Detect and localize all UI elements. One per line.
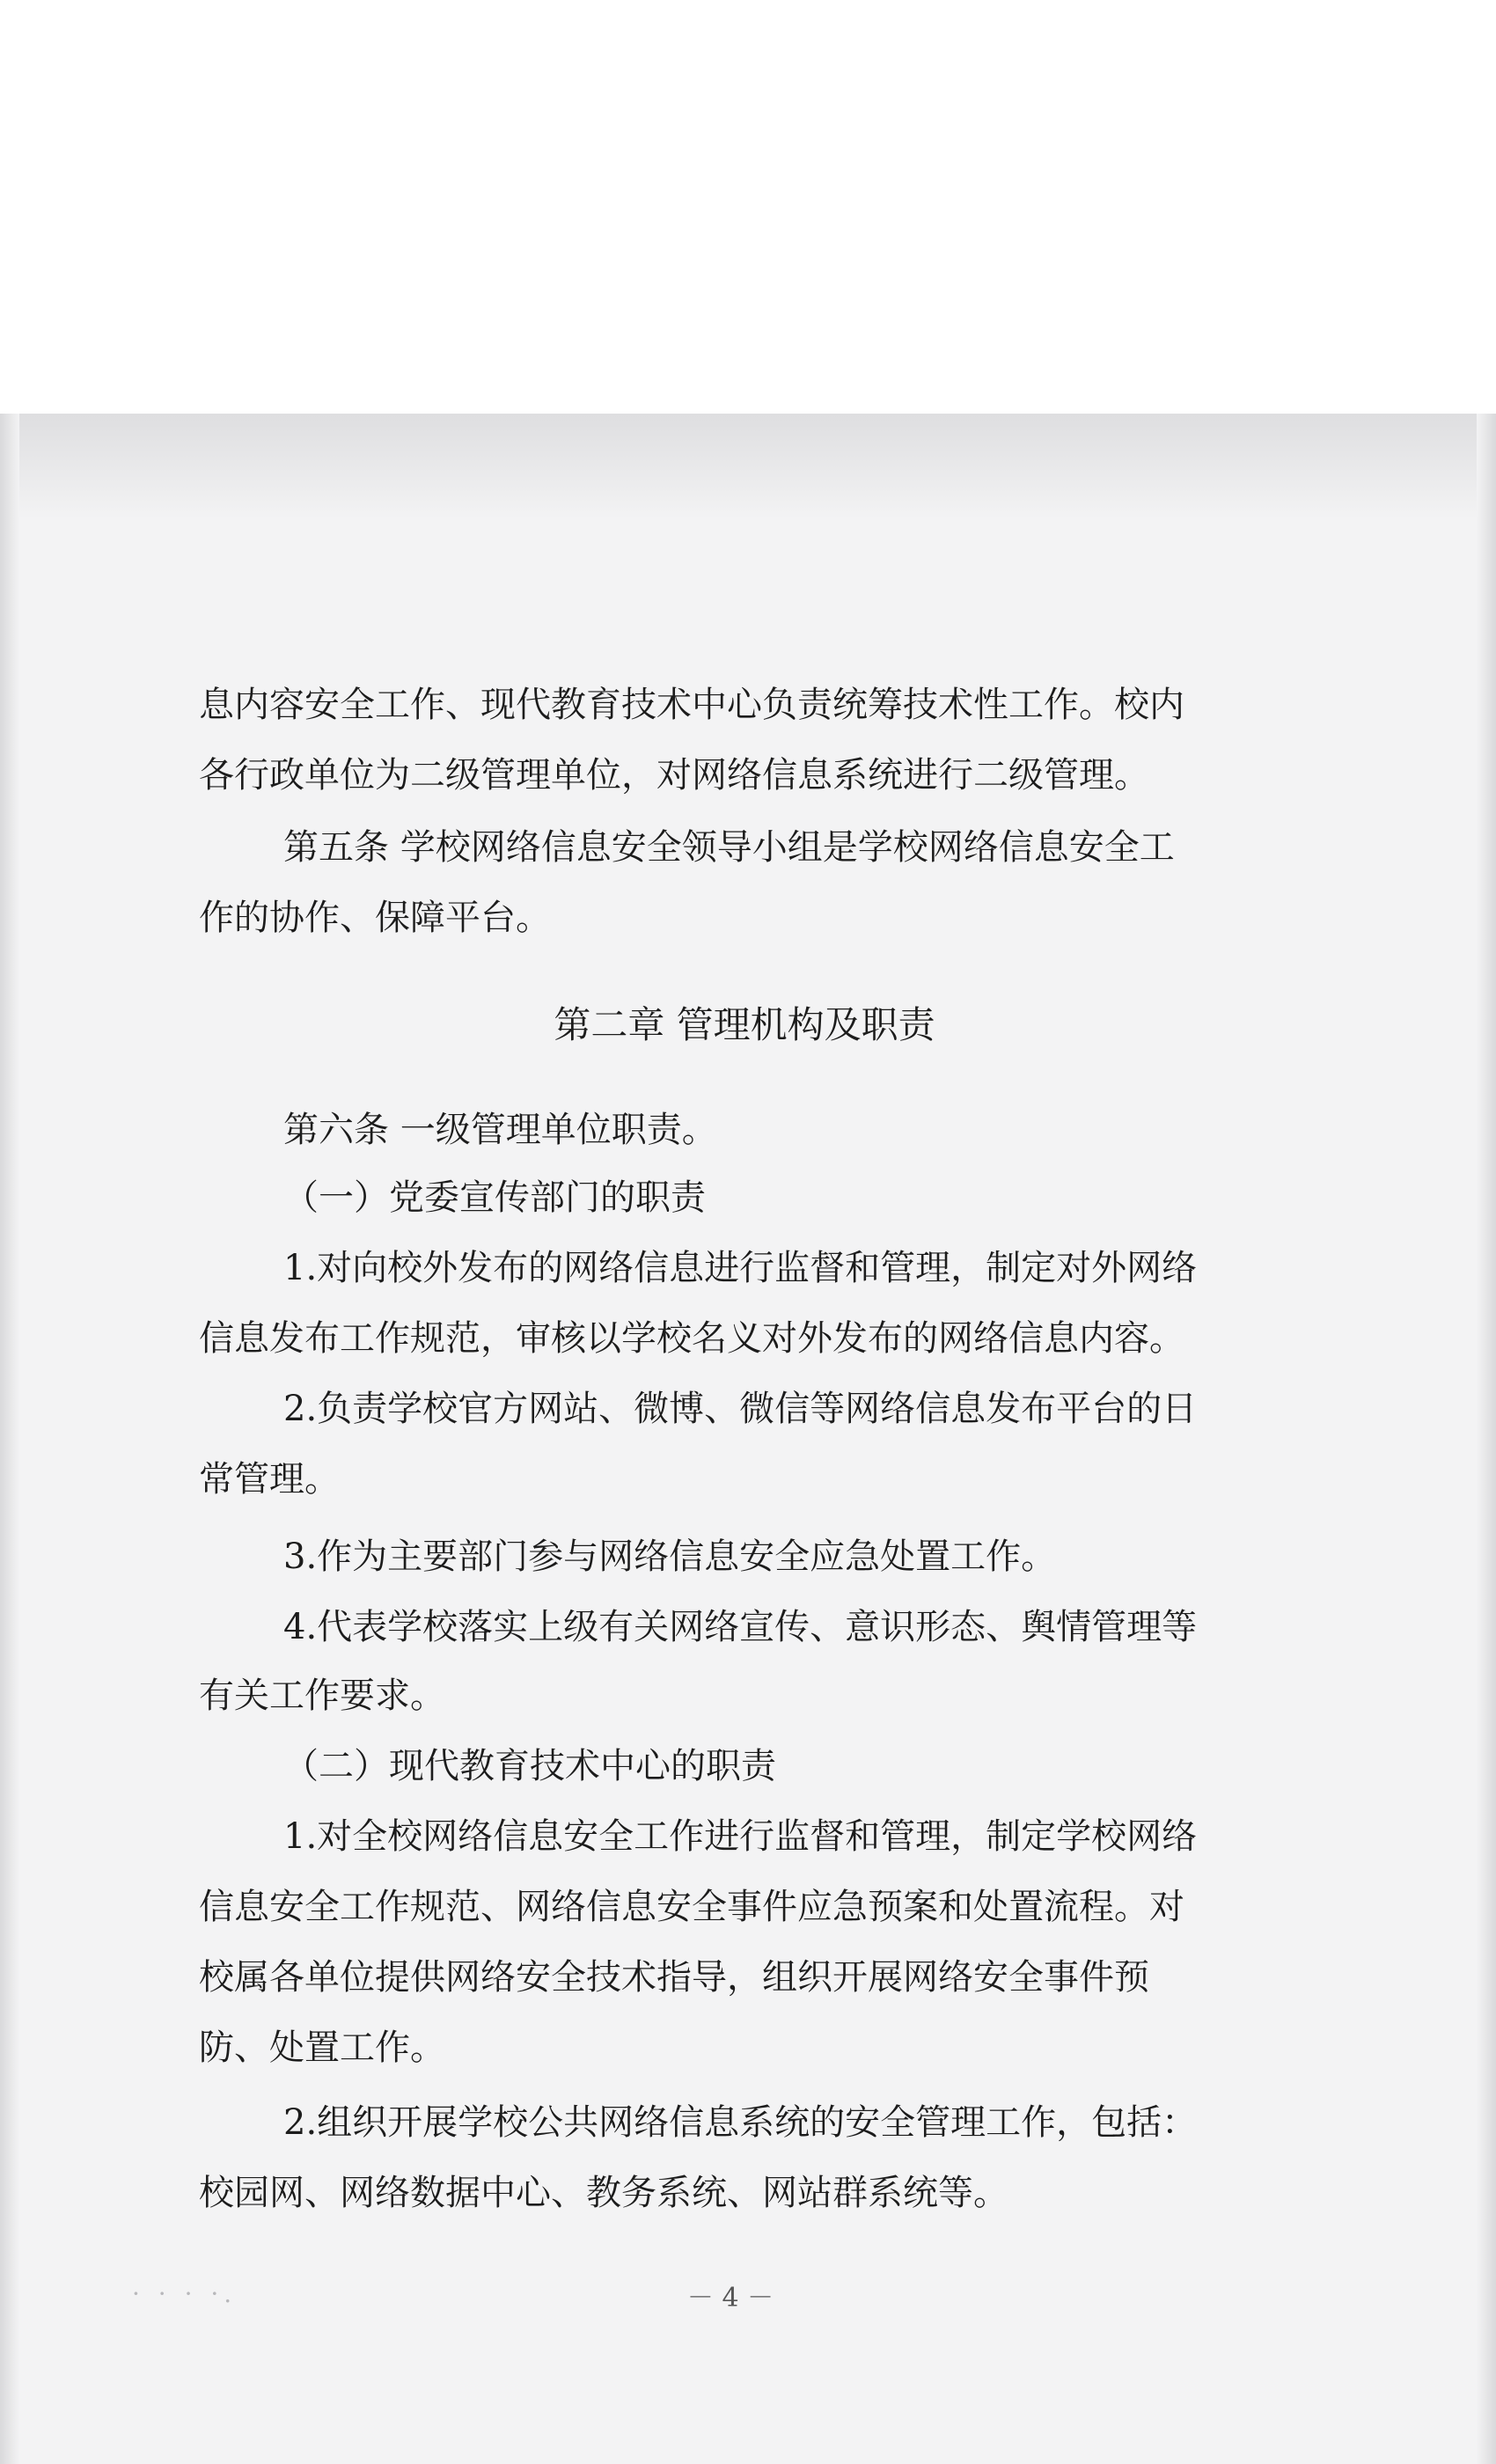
section-heading: （二）现代教育技术中心的职责 — [283, 1746, 776, 1786]
chapter-heading: 第二章 管理机构及职责 — [554, 1003, 935, 1046]
paragraph-line: 防、处置工作。 — [199, 2028, 445, 2068]
paragraph-line: 信息发布工作规范，审核以学校名义对外发布的网络信息内容。 — [199, 1318, 1184, 1359]
list-item: 1.对向校外发布的网络信息进行监督和管理，制定对外网络 — [283, 1248, 1198, 1288]
section-heading: （一）党委宣传部门的职责 — [283, 1177, 706, 1218]
list-item: 3.作为主要部门参与网络信息安全应急处置工作。 — [283, 1536, 1057, 1577]
paragraph-line: 常管理。 — [199, 1459, 340, 1500]
list-item: 1.对全校网络信息安全工作进行监督和管理，制定学校网络 — [283, 1816, 1198, 1857]
list-item: 2.组织开展学校公共网络信息系统的安全管理工作，包括： — [283, 2102, 1198, 2143]
list-item: 2.负责学校官方网站、微博、微信等网络信息发布平台的日 — [283, 1389, 1198, 1429]
paragraph-line: 有关工作要求。 — [199, 1676, 445, 1716]
article-6-line: 第六条 一级管理单位职责。 — [283, 1110, 717, 1150]
scan-artifact: · · · ·. — [132, 2279, 238, 2308]
paragraph-line: 校属各单位提供网络安全技术指导，组织开展网络安全事件预 — [199, 1957, 1149, 1998]
article-5-line: 第五条 学校网络信息安全领导小组是学校网络信息安全工 — [283, 827, 1175, 868]
paragraph-line: 各行政单位为二级管理单位，对网络信息系统进行二级管理。 — [199, 755, 1149, 796]
scan-edge-left — [0, 414, 19, 2464]
paragraph-line: 息内容安全工作、现代教育技术中心负责统筹技术性工作。校内 — [199, 685, 1184, 725]
page-number: － 4 － — [686, 2283, 774, 2314]
list-item: 4.代表学校落实上级有关网络宣传、意识形态、舆情管理等 — [283, 1607, 1198, 1647]
scan-edge-right — [1477, 414, 1496, 2464]
paragraph-line: 校园网、网络数据中心、教务系统、网站群系统等。 — [199, 2173, 1008, 2213]
paragraph-line: 作的协作、保障平台。 — [199, 898, 551, 938]
paragraph-line: 信息安全工作规范、网络信息安全事件应急预案和处置流程。对 — [199, 1887, 1184, 1927]
scan-shadow — [0, 414, 1496, 519]
